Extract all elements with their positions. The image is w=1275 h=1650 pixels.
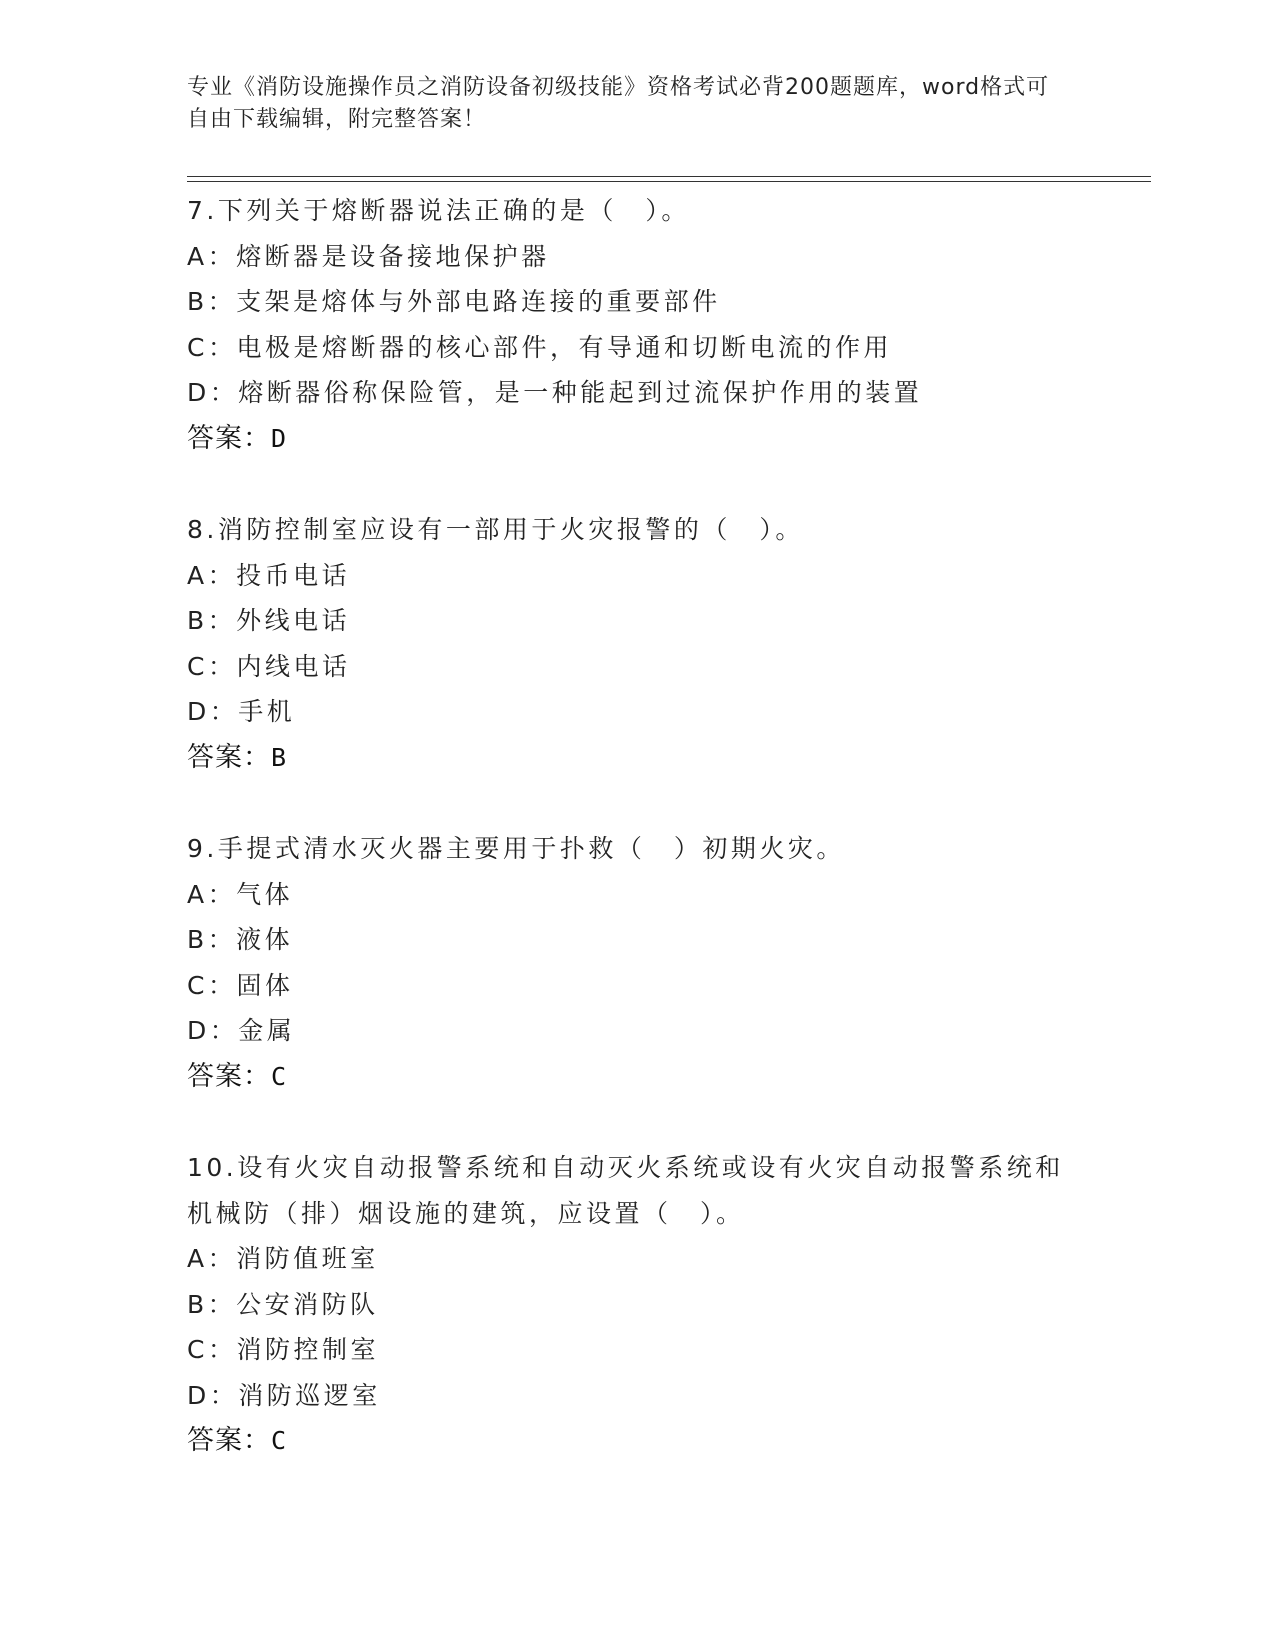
option-a: A：气体 — [187, 879, 294, 909]
option-b: B：液体 — [187, 925, 294, 954]
document-header: 专业《消防设施操作员之消防设备初级技能》资格考试必背200题题库，word格式可自由下载编辑，附完整答案！ — [187, 75, 1050, 132]
option-a: A：投币电话 — [187, 560, 351, 590]
option-d: D：消防巡逻室 — [187, 1380, 381, 1410]
answer-line — [187, 735, 1087, 781]
answer-label: 答案： — [187, 741, 271, 773]
answer-line — [187, 1418, 1087, 1464]
question-stem: 7.下列关于熔断器说法正确的是（ ）。 — [187, 196, 690, 225]
answer-label: 答案： — [187, 1060, 271, 1092]
answer-value: B — [271, 742, 288, 772]
header-divider-bottom — [187, 181, 1151, 182]
question-stem: 10.设有火灾自动报警系统和自动灭火系统或设有火灾自动报警系统和机械防（排）烟设施的建筑，应设置（ ）。 — [187, 1153, 1064, 1228]
option-c: C：消防控制室 — [187, 1335, 379, 1364]
option-b: B：外线电话 — [187, 606, 351, 635]
option-b: B：支架是熔体与外部电路连接的重要部件 — [187, 287, 721, 316]
answer-line — [187, 1054, 1087, 1100]
answer-value: C — [271, 1426, 288, 1455]
question-9 — [187, 826, 1087, 1099]
question-list — [187, 188, 1087, 1510]
question-10 — [187, 1145, 1087, 1464]
answer-line — [187, 416, 1087, 462]
header-divider-top — [187, 176, 1151, 177]
answer-label: 答案： — [187, 422, 271, 454]
option-a: A：熔断器是设备接地保护器 — [187, 241, 550, 271]
answer-value: D — [271, 423, 288, 453]
option-c: C：内线电话 — [187, 651, 351, 681]
option-c: C：固体 — [187, 970, 294, 1000]
question-stem: 9.手提式清水灭火器主要用于扑救（ ）初期火灾。 — [187, 834, 845, 863]
question-7 — [187, 188, 1087, 461]
answer-label: 答案： — [187, 1425, 271, 1456]
option-b: B：公安消防队 — [187, 1289, 379, 1319]
question-8 — [187, 507, 1087, 780]
option-a: A：消防值班室 — [187, 1244, 379, 1273]
option-c: C：电极是熔断器的核心部件，有导通和切断电流的作用 — [187, 332, 892, 362]
answer-value: C — [271, 1061, 288, 1091]
question-stem: 8.消防控制室应设有一部用于火灾报警的（ ）。 — [187, 515, 804, 544]
option-d: D：熔断器俗称保险管，是一种能起到过流保护作用的装置 — [187, 378, 923, 407]
option-d: D：手机 — [187, 697, 296, 726]
option-d: D：金属 — [187, 1016, 296, 1045]
